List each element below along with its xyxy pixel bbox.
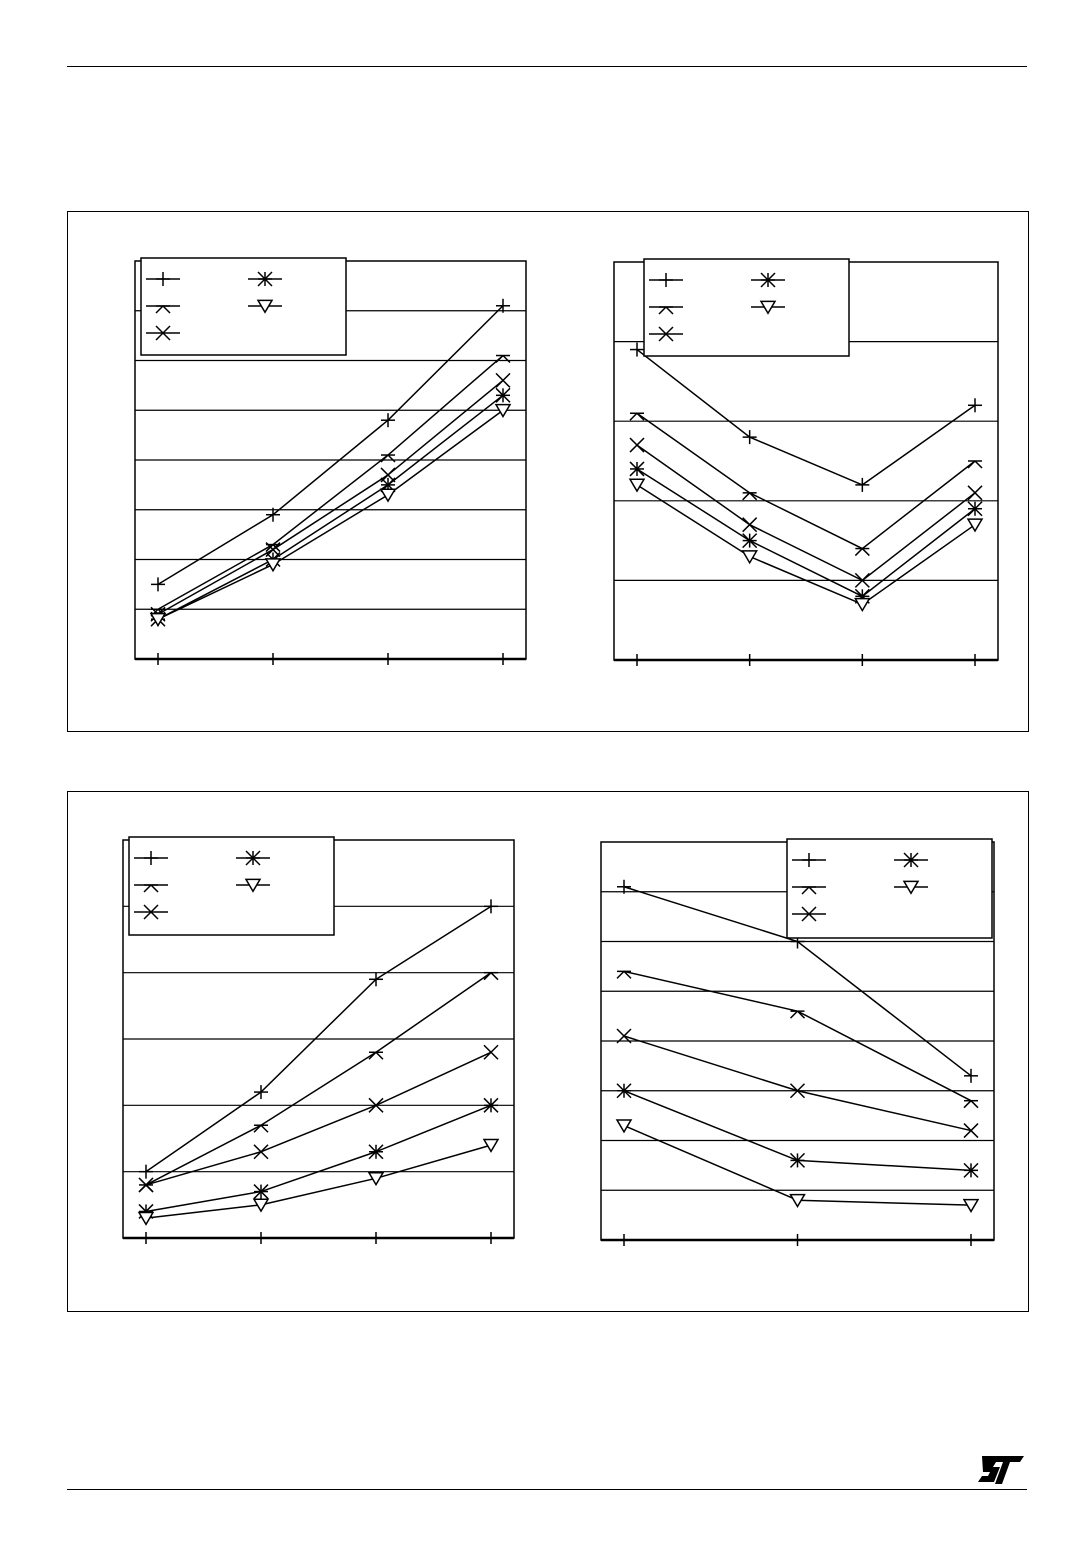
data-point (964, 1069, 978, 1083)
data-point (791, 1011, 805, 1018)
series-line-2 (158, 356, 503, 610)
data-point (381, 489, 395, 501)
data-point (496, 388, 510, 402)
data-point (484, 1140, 498, 1152)
data-point (484, 1045, 498, 1059)
legend-marker (258, 272, 272, 286)
data-point (630, 479, 644, 491)
data-point (369, 1145, 383, 1159)
data-point (968, 502, 982, 516)
series-line-1 (637, 350, 975, 485)
data-point (743, 430, 757, 444)
legend (129, 837, 334, 935)
legend (787, 839, 992, 938)
legend (141, 258, 346, 355)
legend-marker (761, 273, 775, 287)
data-point (139, 1213, 153, 1225)
data-point (855, 549, 869, 556)
series-line-2 (146, 973, 491, 1185)
series-line-3 (624, 1036, 971, 1131)
legend (644, 259, 849, 356)
data-point (630, 438, 644, 452)
data-point (968, 398, 982, 412)
data-point (254, 1185, 268, 1199)
data-point (369, 1173, 383, 1185)
data-point (484, 1098, 498, 1112)
chart-4 (601, 839, 994, 1246)
data-point (743, 551, 757, 563)
series-line-5 (637, 485, 975, 604)
series-line-3 (158, 380, 503, 614)
data-point (743, 518, 757, 532)
series-line-5 (158, 410, 503, 619)
data-point (151, 577, 165, 591)
data-point (964, 1101, 978, 1108)
legend-marker (246, 851, 260, 865)
series-line-5 (146, 1145, 491, 1218)
legend-box (787, 839, 992, 938)
data-point (484, 899, 498, 913)
data-point (630, 462, 644, 476)
chart-1 (135, 258, 526, 665)
data-point (964, 1124, 978, 1138)
chart-2 (614, 259, 998, 666)
data-point (964, 1163, 978, 1177)
data-point (254, 1125, 268, 1132)
st-logo-icon (976, 1452, 1028, 1488)
series-line-3 (146, 1052, 491, 1185)
data-point (968, 519, 982, 531)
data-point (254, 1145, 268, 1159)
data-point (968, 486, 982, 500)
data-point (743, 534, 757, 548)
data-point (791, 1153, 805, 1167)
legend-box (129, 837, 334, 935)
data-point (617, 1084, 631, 1098)
data-point (855, 599, 869, 611)
data-point (743, 493, 757, 500)
data-point (617, 1120, 631, 1132)
data-point (139, 1165, 153, 1179)
data-point (496, 373, 510, 387)
data-point (630, 343, 644, 357)
chart-3 (123, 837, 514, 1244)
legend-marker (904, 853, 918, 867)
data-point (855, 478, 869, 492)
